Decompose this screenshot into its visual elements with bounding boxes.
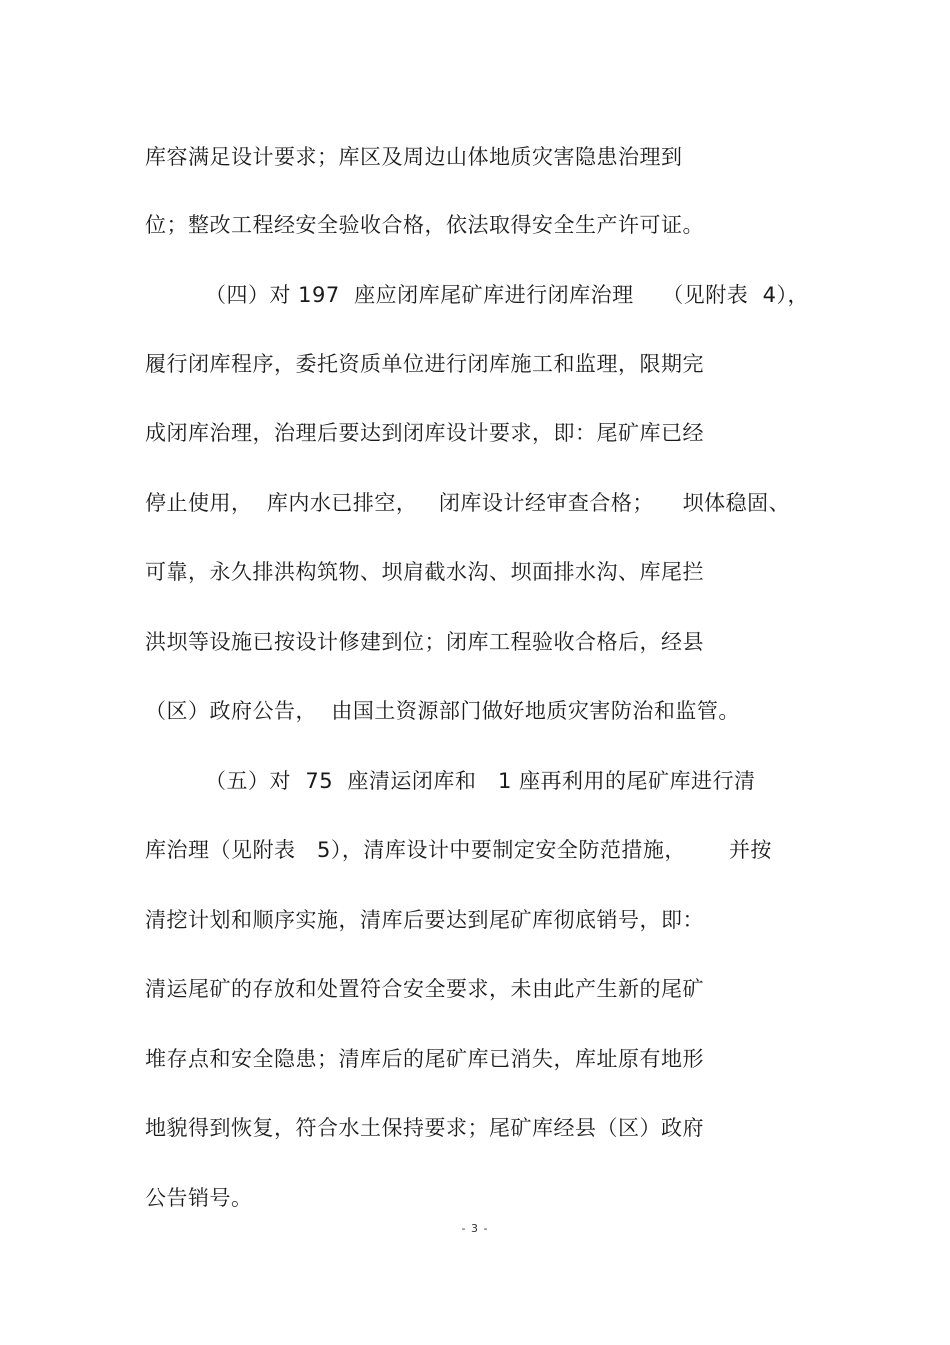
body-text-line: 履行闭库程序，委托资质单位进行闭库施工和监理，限期完	[145, 352, 704, 376]
body-text-line: 清挖计划和顺序实施，清库后要达到尾矿库彻底销号，即：	[145, 908, 704, 932]
paragraph-four-first-line: （四）对 197 座应闭库尾矿库进行闭库治理 （见附表 4），	[205, 283, 810, 307]
body-text-line: 位；整改工程经安全验收合格，依法取得安全生产许可证。	[145, 213, 704, 237]
body-text-line: 清运尾矿的存放和处置符合安全要求，未由此产生新的尾矿	[145, 977, 704, 1001]
body-text-line: 可靠，永久排洪构筑物、坝肩截水沟、坝面排水沟、库尾拦	[145, 560, 704, 584]
body-text-line: 停止使用， 库内水已排空， 闭库设计经审查合格； 坝体稳固、	[145, 491, 791, 515]
body-text-line: 公告销号。	[145, 1186, 253, 1210]
paragraph-five-first-line: （五）对 75 座清运闭库和 1 座再利用的尾矿库进行清	[205, 769, 756, 793]
body-text-line: 成闭库治理，治理后要达到闭库设计要求，即：尾矿库已经	[145, 421, 704, 445]
body-text-line: 地貌得到恢复，符合水土保持要求；尾矿库经县（区）政府	[145, 1116, 704, 1140]
body-text-line: 库治理（见附表 5），清库设计中要制定安全防范措施， 并按	[145, 838, 772, 862]
body-text-line: 洪坝等设施已按设计修建到位；闭库工程验收合格后，经县	[145, 630, 704, 654]
body-text-line: 库容满足设计要求；库区及周边山体地质灾害隐患治理到	[145, 145, 683, 169]
body-text-line: 堆存点和安全隐患；清库后的尾矿库已消失，库址原有地形	[145, 1047, 704, 1071]
page-number: - 3 -	[461, 1222, 489, 1235]
body-text-line: （区）政府公告， 由国土资源部门做好地质灾害防治和监管。	[145, 699, 740, 723]
